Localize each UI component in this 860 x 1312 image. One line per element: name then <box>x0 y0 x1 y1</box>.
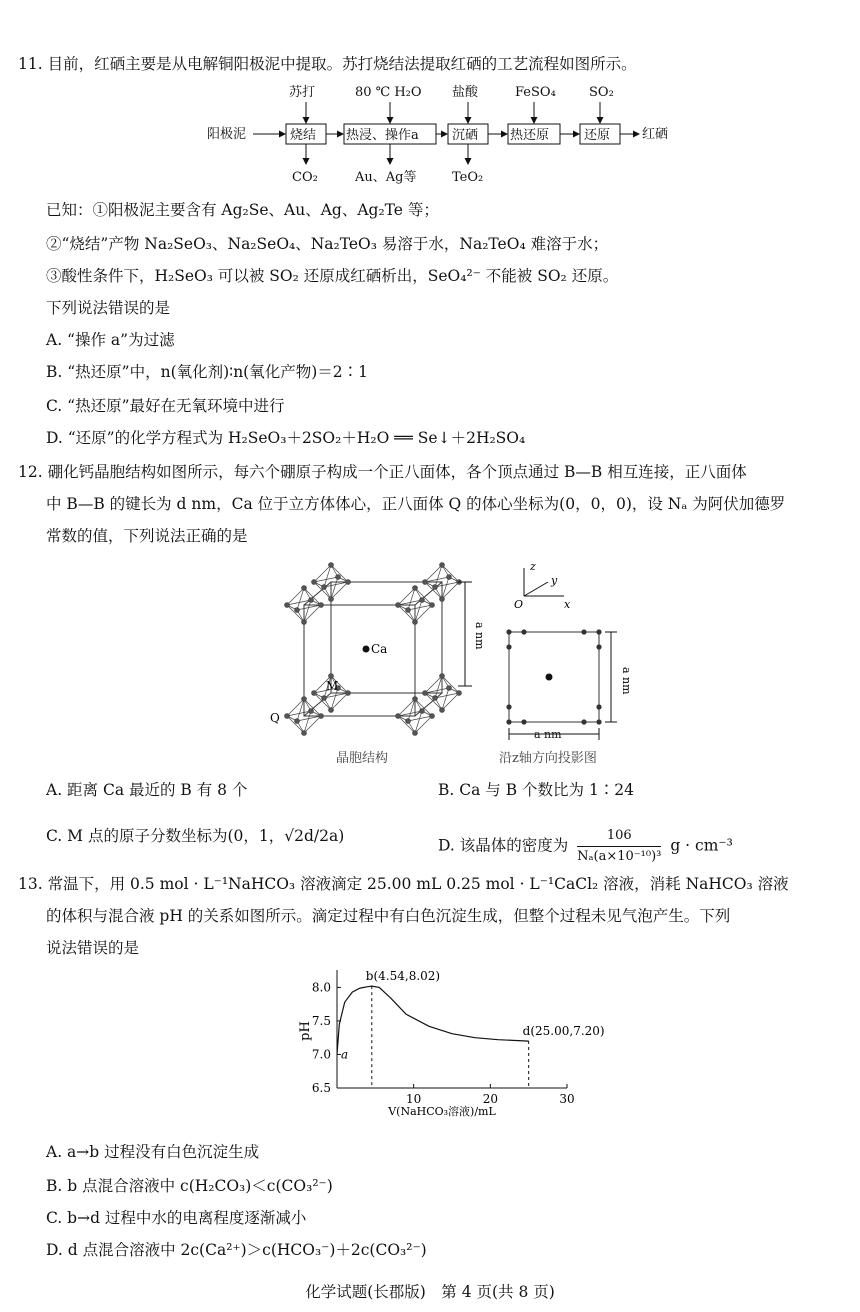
q13-stem-1: 13. 常温下，用 0.5 mol · L⁻¹NaHCO₃ 溶液滴定 25.00 mL 0.25 mol · L⁻¹CaCl₂ 溶液，消耗 NaHCO₃ 溶液 <box>18 875 789 893</box>
svg-text:苏打: 苏打 <box>289 85 316 100</box>
svg-text:TeO₂: TeO₂ <box>452 170 484 185</box>
q12-option-b: B. Ca 与 B 个数比为 1∶24 <box>438 781 635 799</box>
projection-atom <box>581 719 586 724</box>
q11-option-a: A. “操作 a”为过滤 <box>46 331 175 349</box>
svg-text:热还原: 热还原 <box>510 128 550 143</box>
point-label-d: d(25.00,7.20) <box>522 1024 605 1039</box>
q12-option-c: C. M 点的原子分数坐标为(0，1，√2d/2a) <box>46 827 345 845</box>
q12-stem-2: 中 B—B 的键长为 d nm，Ca 位于立方体体心，正八面体 Q 的体心坐标为(0，0，0)，设 Nₐ 为阿伏加德罗 <box>46 495 786 513</box>
svg-text:沿z轴方向投影图: 沿z轴方向投影图 <box>499 751 597 766</box>
x-tick-label: 10 <box>406 1092 422 1106</box>
svg-text:O: O <box>514 598 524 611</box>
svg-text:Ca: Ca <box>371 642 388 656</box>
q13-stem-2: 的体积与混合液 pH 的关系如图所示。滴定过程中有白色沉淀生成，但整个过程未见气泡产生。下列 <box>46 907 731 925</box>
projection-atom <box>506 704 511 709</box>
svg-text:盐酸: 盐酸 <box>452 85 479 100</box>
flow-start: 阳极泥 <box>207 127 247 142</box>
projection-atom <box>506 719 511 724</box>
x-tick-label: 20 <box>482 1092 498 1106</box>
q11-option-c: C. “热还原”最好在无氧环境中进行 <box>46 397 285 415</box>
svg-text:80 ℃ H₂O: 80 ℃ H₂O <box>355 85 422 100</box>
flow-end: 红硒 <box>642 127 669 142</box>
q13-option-a: A. a→b 过程没有白色沉淀生成 <box>46 1143 260 1161</box>
svg-text:还原: 还原 <box>584 128 611 143</box>
projection-atom <box>506 644 511 649</box>
q13-option-d: D. d 点混合溶液中 2c(Ca²⁺)＞c(HCO₃⁻)＋2c(CO₃²⁻) <box>46 1241 427 1259</box>
x-tick-label: 30 <box>559 1092 575 1106</box>
svg-text:a nm: a nm <box>473 622 486 650</box>
svg-text:M: M <box>326 679 339 693</box>
projection-atom <box>596 704 601 709</box>
svg-text:沉硒: 沉硒 <box>452 128 479 143</box>
q11-known-1: 已知：①阳极泥主要含有 Ag₂Se、Au、Ag、Ag₂Te 等； <box>46 201 439 219</box>
q11-prompt: 下列说法错误的是 <box>46 299 171 317</box>
x-axis-label: V(NaHCO₃溶液)/mL <box>388 1105 496 1118</box>
projection-atom <box>596 644 601 649</box>
svg-text:a nm: a nm <box>620 667 633 695</box>
y-tick-label: 8.0 <box>311 980 331 995</box>
projection-atom <box>596 719 601 724</box>
svg-text:晶胞结构: 晶胞结构 <box>336 751 389 766</box>
projection-atom <box>521 719 526 724</box>
q11-known-3: ③酸性条件下，H₂SeO₃ 可以被 SO₂ 还原成红硒析出，SeO₄²⁻ 不能被 SO₂ 还原。 <box>46 267 619 285</box>
svg-text:y: y <box>551 574 558 587</box>
q13-option-c: C. b→d 过程中水的电离程度逐渐减小 <box>46 1209 307 1227</box>
q12-option-d: D. 该晶体的密度为 $\frac{106}{\text{Nₐ(a×10⁻¹⁰)³}}$ g · cm⁻³ <box>438 828 733 864</box>
svg-text:Au、Ag等: Au、Ag等 <box>355 170 417 185</box>
y-tick-label: 6.5 <box>311 1081 331 1095</box>
projection-atom <box>596 629 601 634</box>
y-axis-label: pH <box>298 1021 313 1041</box>
q12-crystal-figure <box>268 556 633 770</box>
svg-text:Q: Q <box>270 711 280 725</box>
q12-option-a: A. 距离 Ca 最近的 B 有 8 个 <box>46 781 248 799</box>
svg-text:z: z <box>530 560 536 573</box>
svg-text:x: x <box>564 598 571 611</box>
svg-text:SO₂: SO₂ <box>589 85 614 100</box>
q11-known-2: ②“烧结”产物 Na₂SeO₃、Na₂SeO₄、Na₂TeO₃ 易溶于水，Na₂TeO₄ 难溶于水； <box>46 235 609 253</box>
q13-stem-3: 说法错误的是 <box>46 939 140 957</box>
point-label-b: b(4.54,8.02) <box>365 969 441 984</box>
q11-stem: 11. 目前，红硒主要是从电解铜阳极泥中提取。苏打烧结法提取红硒的工艺流程如图所示。 <box>18 55 637 73</box>
q11-flowchart <box>205 82 695 190</box>
ph-curve <box>337 986 529 1054</box>
point-label-a: a <box>341 1047 349 1062</box>
svg-text:CO₂: CO₂ <box>292 170 318 185</box>
q11-option-b: B. “热还原”中，n(氧化剂)∶n(氧化产物)＝2∶1 <box>46 363 369 381</box>
y-tick-label: 7.5 <box>311 1013 331 1028</box>
svg-text:a nm: a nm <box>534 728 562 741</box>
page-footer: 化学试题(长郡版) 第 4 页(共 8 页) <box>305 1283 555 1301</box>
q12-stem-3: 常数的值，下列说法正确的是 <box>46 527 248 545</box>
q13-ph-chart <box>285 962 615 1134</box>
q13-option-b: B. b 点混合溶液中 c(H₂CO₃)＜c(CO₃²⁻) <box>46 1177 333 1195</box>
projection-atom <box>521 629 526 634</box>
svg-text:热浸、操作a: 热浸、操作a <box>346 128 419 143</box>
projection-atom <box>506 629 511 634</box>
projection-atom <box>581 629 586 634</box>
q11-option-d: D. “还原”的化学方程式为 H₂SeO₃＋2SO₂＋H₂O ══ Se↓＋2H₂SO₄ <box>46 429 526 447</box>
svg-text:烧结: 烧结 <box>290 128 317 143</box>
q12-stem-1: 12. 硼化钙晶胞结构如图所示，每六个硼原子构成一个正八面体，各个顶点通过 B—B 相互连接，正八面体 <box>18 463 747 481</box>
y-tick-label: 7.0 <box>311 1047 331 1062</box>
svg-text:FeSO₄: FeSO₄ <box>515 85 556 100</box>
